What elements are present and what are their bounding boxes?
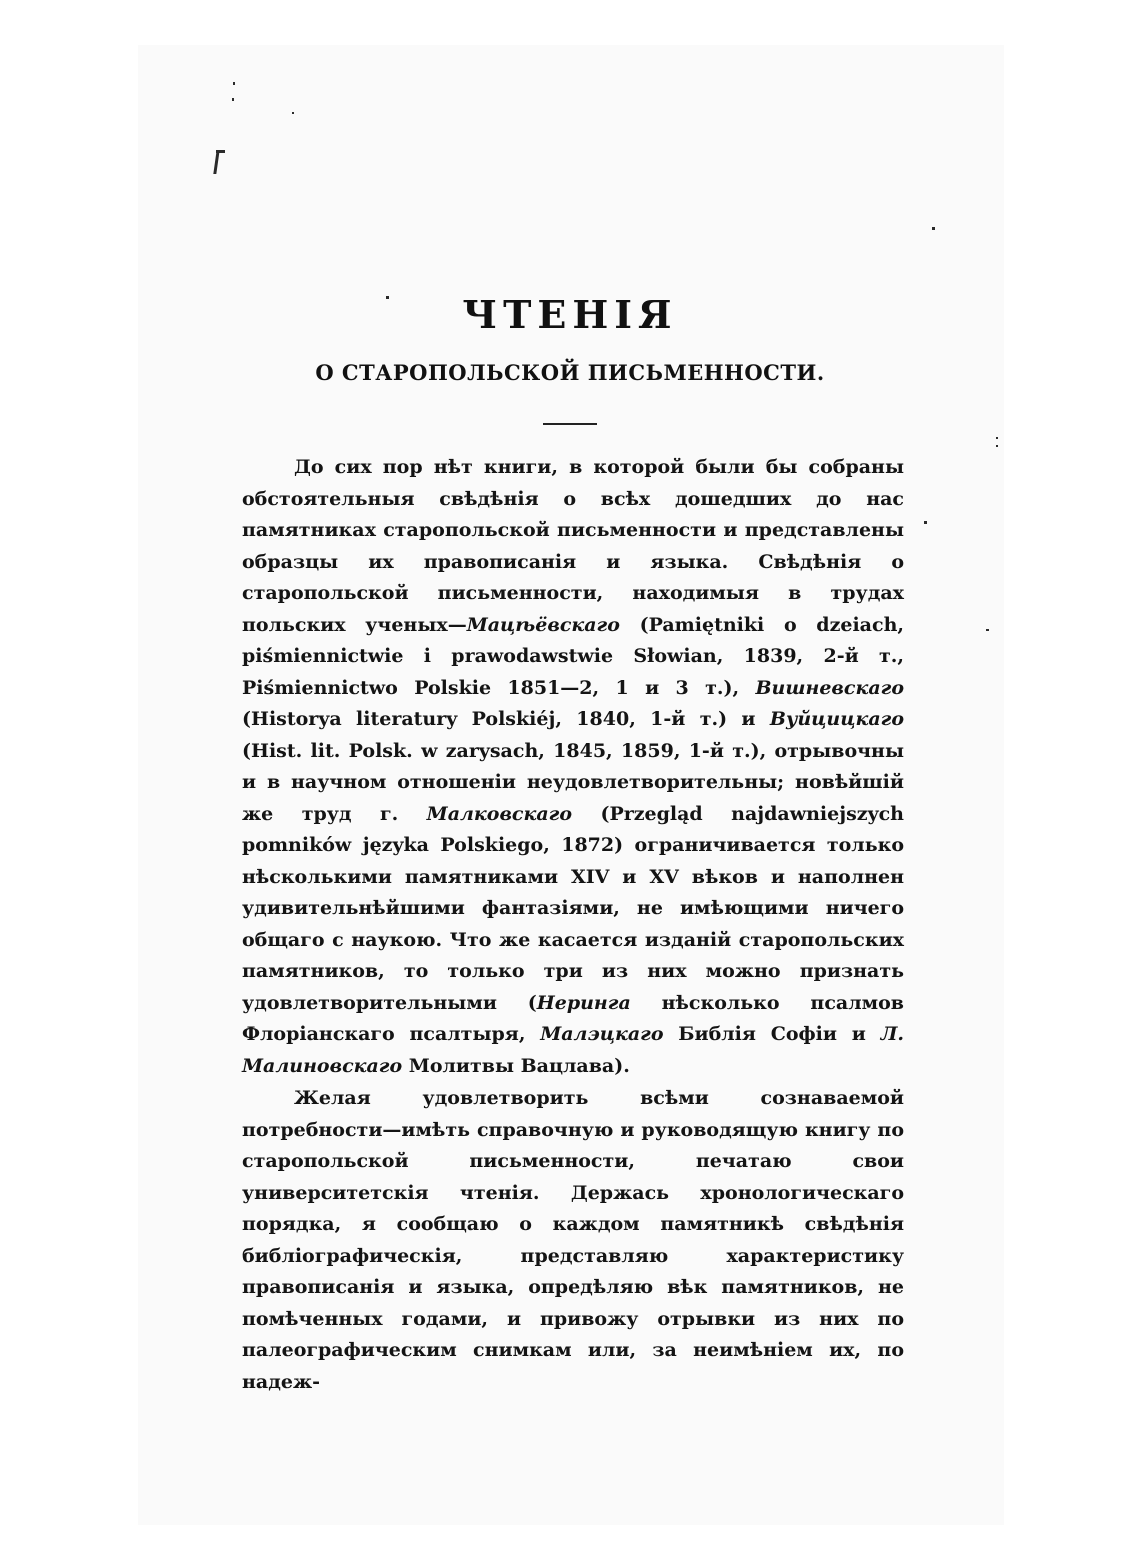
scan-speck [232,98,234,101]
divider-rule [543,423,597,425]
text-run: Библія Софіи и [663,1023,881,1045]
text-run: До сих пор нѣт книги, в которой были бы собраны обстоятельныя свѣдѣнія о всѣх дошедших до нас памятниках старопольской письменности и представлены образцы их правописанія и языка. Свѣдѣнія о старопольской письменности, находимыя в трудах польских ученых— [242,456,904,636]
author-name: Вуйцицкаго [769,708,904,730]
scan-mark [216,150,225,153]
page-title: ЧТЕНІЯ [462,292,678,337]
scan-speck [233,82,235,85]
text-run: (Pamiętniki o dzeiach, piśmiennictwie i prawodawstwie Słowian, 1839, 2-й т., Piśmiennictwo Polskie 1851—2, 1 и 3 т.), [242,613,904,699]
text-run: нѣсколько псалмов Флоріанскаго псалтыря, [242,991,904,1045]
scan-speck [996,437,998,439]
author-name: Малэцкаго [540,1023,664,1045]
body-text [242,452,904,1398]
paragraph-2: Желая удовлетворить всѣми сознаваемой потребности—имѣть справочную и руководящую книгу по старопольской письменности, печатаю свои университетскія чтенія. Держась хронологическаго порядка, я сообщаю о каждом памятникѣ свѣдѣнія библіографическія, представляю характеристику правописанія и языка, опредѣляю вѣк памятников, не помѣченных годами, и привожу отрывки из них по палеографическим снимкам или, за неимѣніем их, по надеж- [242,1087,904,1393]
text-run: (Hist. lit. Polsk. w zarysach, 1845, 1859, 1-й т.), отрывочны и в научном отношеніи неудовлетворительны; новѣйшій же труд г. [242,739,904,825]
author-name: Малковскаго [426,802,573,825]
scan-speck [986,629,989,631]
scan-speck [292,112,294,114]
paragraph-1 [242,452,904,1082]
text-run: (Historya literatury Polskiéj, 1840, 1-й т.) и [242,708,770,730]
text-run: (Przegląd najdawniejszych pomników języka Polskiego, 1872) ограничивается только нѣсколькими памятниками XIV и XV вѣков и наполнен удивительнѣйшими фантазіями, не имѣющими ничего общаго с наукою. Что же касается изданій старопольских памятников, то только три из них можно признать удовлетворительными ( [242,802,904,1014]
scan-speck [924,521,927,524]
scan-speck [996,445,998,447]
author-name: Вишневскаго [755,676,904,699]
scan-speck [932,227,935,230]
text-run: Молитвы Вацлава). [402,1054,630,1077]
page-subtitle: О СТАРОПОЛЬСКОЙ ПИСЬМЕННОСТИ. [315,360,825,385]
author-name: Неринга [536,991,631,1014]
author-name: Л. Малиновскаго [242,1023,904,1077]
author-name: Мацѣёвскаго [466,613,620,636]
